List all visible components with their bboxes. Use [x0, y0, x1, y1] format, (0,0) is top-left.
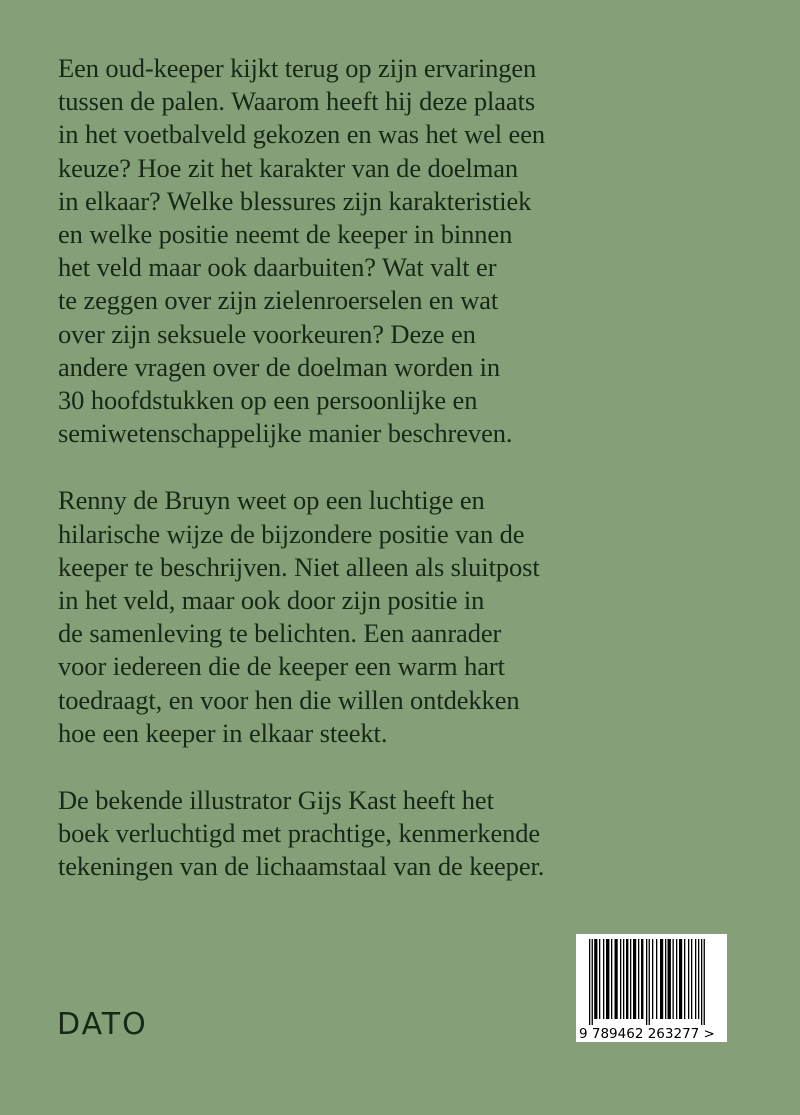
blurb-line: toedraagt, en voor hen die willen ontdekken: [58, 684, 520, 715]
blurb-line: semiwetenschappelijke manier beschreven.: [58, 418, 513, 449]
blurb-line: tussen de palen. Waarom heeft hij deze plaats: [58, 86, 536, 117]
blurb-line: tekeningen van de lichaamstaal van de keeper.: [58, 851, 545, 882]
back-cover-blurb: [58, 52, 618, 918]
ean13-barcode-icon: [589, 939, 709, 1025]
blurb-paragraph-2: [58, 484, 618, 750]
blurb-line: over zijn seksuele voorkeuren? Deze en: [58, 318, 476, 349]
blurb-line: Renny de Bruyn weet op een luchtige en: [58, 485, 485, 516]
blurb-line: voor iedereen die de keeper een warm hart: [58, 651, 505, 682]
blurb-line: keeper te beschrijven. Niet alleen als sluitpost: [58, 551, 540, 582]
blurb-line: De bekende illustrator Gijs Kast heeft het: [58, 785, 494, 816]
blurb-line: hoe een keeper in elkaar steekt.: [58, 717, 388, 748]
blurb-line: de samenleving te belichten. Een aanrader: [58, 618, 502, 649]
blurb-line: en welke positie neemt de keeper in binnen: [58, 219, 513, 250]
blurb-line: het veld maar ook daarbuiten? Wat valt er: [58, 252, 497, 283]
blurb-line: andere vragen over de doelman worden in: [58, 351, 500, 382]
blurb-line: keuze? Hoe zit het karakter van de doelman: [58, 152, 519, 183]
isbn-number: 9 789462 263277 >: [579, 1025, 715, 1042]
blurb-line: in elkaar? Welke blessures zijn karakteristiek: [58, 185, 532, 216]
blurb-line: Een oud-keeper kijkt terug op zijn ervaringen: [58, 53, 537, 83]
blurb-line: te zeggen over zijn zielenroerselen en wat: [58, 285, 499, 316]
blurb-line: in het voetbalveld gekozen en was het wel een: [58, 119, 546, 150]
blurb-line: 30 hoofdstukken op een persoonlijke en: [58, 385, 478, 416]
publisher-logo: DATO: [57, 1007, 148, 1042]
blurb-line: boek verluchtigd met prachtige, kenmerkende: [58, 818, 541, 849]
isbn-barcode: [576, 934, 727, 1042]
blurb-paragraph-1: [58, 52, 618, 450]
blurb-line: hilarische wijze de bijzondere positie van de: [58, 518, 525, 549]
blurb-line: in het veld, maar ook door zijn positie in: [58, 585, 485, 616]
blurb-paragraph-3: [58, 784, 618, 884]
